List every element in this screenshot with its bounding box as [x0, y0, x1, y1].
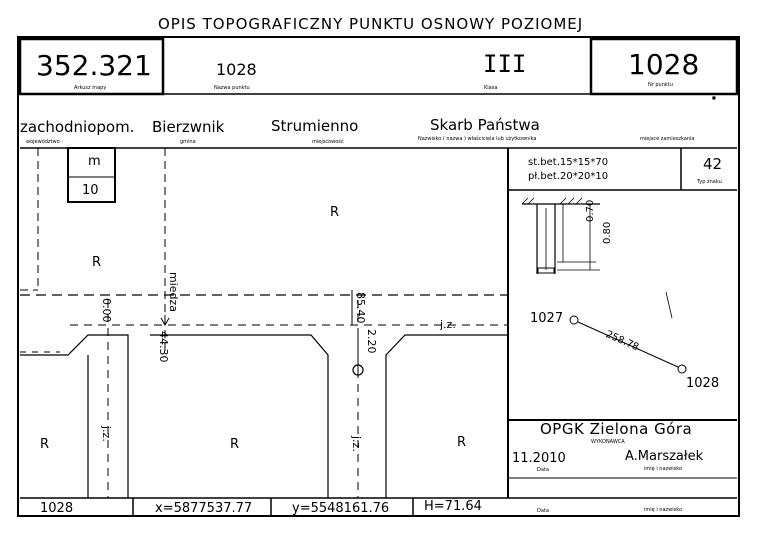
area-label-r4: R: [230, 437, 240, 452]
voivodeship-caption: województwo: [26, 139, 60, 145]
inset-m: m: [88, 154, 101, 169]
area-label-r3: R: [40, 437, 50, 452]
marker-type-value: 42: [703, 155, 723, 173]
point-1028-circle: [678, 365, 686, 373]
inset-10: 10: [82, 183, 99, 198]
dist-4430-label: 44.30: [157, 331, 170, 363]
neighbor-to: 1028: [686, 376, 720, 391]
corner-mark: ■: [712, 95, 716, 100]
jz-right-label: j.z.: [440, 318, 456, 331]
area-label-r2: R: [92, 255, 102, 270]
depth-080: 0.80: [602, 221, 613, 244]
executor-name-caption: imię i nazwisko: [644, 466, 683, 472]
marker-desc-2: pł.bet.20*20*10: [528, 171, 609, 182]
point-number-caption: Nr punktu: [648, 82, 673, 88]
executor-caption: WYKONAWCA: [591, 439, 625, 445]
coord-y: y=5548161.76: [292, 501, 390, 516]
coord-h: H=71.64: [424, 499, 482, 514]
outer-frame: [18, 37, 739, 516]
dist-0-label: 0.00: [100, 298, 113, 323]
reviewer-name-caption: imię i nazwisko: [644, 507, 683, 513]
owner: Skarb Państwa: [430, 116, 540, 134]
point-number: 1028: [628, 48, 700, 81]
executor-date: 11.2010: [512, 451, 566, 466]
miedza-label: miedza: [167, 272, 180, 313]
page-title: OPIS TOPOGRAFICZNY PUNKTU OSNOWY POZIOMEJ: [158, 15, 584, 33]
jz-mid-label: j.z.: [350, 436, 363, 452]
residence-caption: miejsce zamieszkania: [640, 136, 695, 142]
point-name-caption: Nazwa punktu: [214, 85, 250, 91]
executor-org: OPGK Zielona Góra: [540, 420, 693, 438]
owner-caption: Nazwisko ( nazwa ) właściciela lub użytkownika: [418, 136, 537, 142]
locality: Strumienno: [271, 117, 359, 135]
dist-220-label: 2.20: [365, 329, 378, 354]
sheet-number: 352.321: [36, 49, 152, 82]
coord-point: 1028: [40, 501, 74, 516]
executor-date-caption: Data: [537, 467, 549, 473]
locality-caption: miejscowość: [312, 139, 344, 145]
point-name: 1028: [216, 60, 257, 79]
commune-caption: gmina: [180, 139, 196, 145]
class-value: III: [483, 50, 527, 78]
voivodeship: zachodniopom.: [20, 118, 135, 136]
reviewer-date-caption: Data: [537, 508, 549, 514]
class-caption: Klasa: [484, 85, 498, 91]
commune: Bierzwnik: [152, 118, 225, 136]
sheet-caption: Arkusz mapy: [74, 85, 107, 91]
marker-desc-1: st.bet.15*15*70: [528, 157, 609, 168]
marker-type-caption: Typ znaku: [697, 179, 722, 185]
depth-070: 0.70: [585, 199, 596, 222]
area-label-r1: R: [330, 205, 340, 220]
point-1027-circle: [570, 316, 578, 324]
area-label-r5: R: [457, 435, 467, 450]
coord-x: x=5877537.77: [155, 501, 253, 516]
dist-8540-label: 85.40: [354, 292, 367, 324]
neighbor-from: 1027: [530, 311, 564, 326]
executor-name: A.Marszałek: [625, 449, 704, 464]
jz-left-label: j.z.: [100, 426, 113, 442]
neighbor-distance: 258.78: [603, 329, 641, 354]
